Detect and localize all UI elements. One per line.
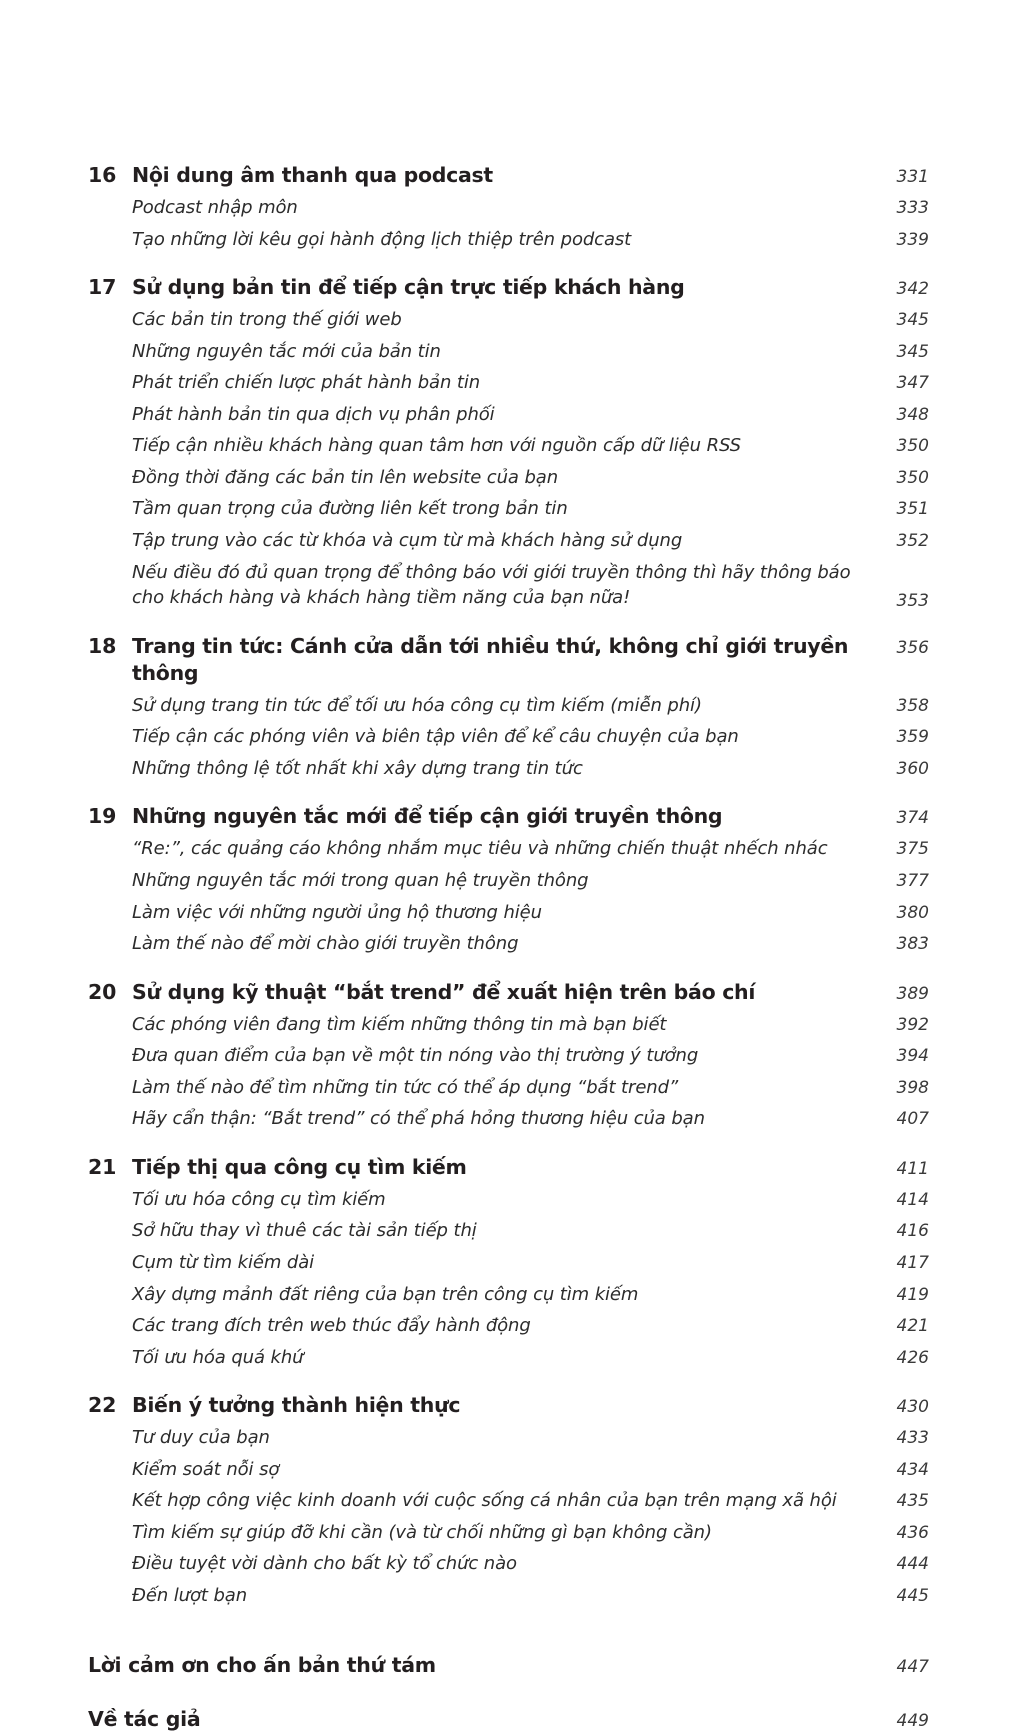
toc-subentry[interactable]	[88, 1520, 929, 1546]
subentry-page-number: 426	[896, 1347, 929, 1368]
chapter-page-number: 411	[896, 1158, 929, 1179]
subentry-title: Tiếp cận các phóng viên và biên tập viên để kể câu chuyện của bạn	[132, 726, 739, 748]
subentry-page-number: 352	[896, 531, 929, 552]
subentry-title: Xây dựng mảnh đất riêng của bạn trên công cụ tìm kiếm	[132, 1283, 639, 1305]
subentry-title: Phát hành bản tin qua dịch vụ phân phối	[132, 403, 495, 425]
subentry-page-number: 445	[896, 1585, 929, 1606]
toc-subentry[interactable]	[88, 1345, 929, 1371]
chapter-number: 16	[88, 163, 117, 187]
toc-chapter-entry[interactable]	[88, 803, 929, 830]
toc-chapter-entry[interactable]	[88, 979, 929, 1006]
toc-subentry[interactable]	[88, 1488, 929, 1514]
subentry-page-number: 333	[896, 198, 929, 219]
toc-subentry[interactable]	[88, 1043, 929, 1069]
toc-subentry[interactable]	[88, 724, 929, 750]
subentry-page-number: 380	[896, 902, 929, 923]
chapter-title: Tiếp thị qua công cụ tìm kiếm	[132, 1154, 467, 1179]
subentry-title: Tiếp cận nhiều khách hàng quan tâm hơn với nguồn cấp dữ liệu RSS	[132, 435, 741, 457]
subentry-page-number: 359	[896, 727, 929, 748]
toc-subentry[interactable]	[88, 1583, 929, 1609]
subentry-title: Các phóng viên đang tìm kiếm những thông tin mà bạn biết	[132, 1013, 667, 1035]
subentry-page-number: 345	[896, 310, 929, 331]
subentry-title: Các bản tin trong thế giới web	[132, 309, 402, 331]
subentry-title: Kiểm soát nỗi sợ	[132, 1458, 280, 1480]
subentry-page-number: 339	[896, 229, 929, 250]
chapter-page-number: 389	[896, 983, 929, 1004]
subentry-title: Làm thế nào để mời chào giới truyền thông	[132, 933, 519, 955]
chapter-title: Trang tin tức: Cánh cửa dẫn tới nhiều thứ, không chỉ giới truyền thông	[132, 633, 849, 685]
subentry-title: Đến lượt bạn	[132, 1584, 248, 1606]
toc-subentry[interactable]	[88, 465, 929, 491]
chapter-page-number: 374	[896, 808, 929, 829]
backmatter-page-number: 449	[896, 1710, 929, 1731]
subentry-title: Các trang đích trên web thúc đẩy hành động	[132, 1315, 531, 1337]
subentry-title: Tối ưu hóa công cụ tìm kiếm	[132, 1188, 386, 1210]
subentry-page-number: 434	[896, 1459, 929, 1480]
chapter-title: Những nguyên tắc mới để tiếp cận giới truyền thông	[132, 804, 723, 829]
subentry-title: Đưa quan điểm của bạn về một tin nóng vào thị trường ý tưởng	[132, 1045, 699, 1067]
subentry-title: Những nguyên tắc mới của bản tin	[132, 340, 441, 362]
subentry-title: Tạo những lời kêu gọi hành động lịch thiệp trên podcast	[132, 228, 632, 250]
chapter-title: Biến ý tưởng thành hiện thực	[132, 1393, 461, 1418]
subentry-title: Làm việc với những người ủng hộ thương hiệu	[132, 901, 542, 923]
subentry-page-number: 360	[896, 758, 929, 779]
toc-subentry[interactable]	[88, 756, 929, 782]
toc-subentry[interactable]	[88, 1218, 929, 1244]
toc-backmatter-entry[interactable]	[88, 1653, 929, 1677]
subentry-page-number: 377	[896, 870, 929, 891]
toc-subentry[interactable]	[88, 339, 929, 365]
subentry-title: Sở hữu thay vì thuê các tài sản tiếp thị	[132, 1220, 477, 1242]
subentry-page-number: 417	[896, 1253, 929, 1273]
toc-subentry[interactable]	[88, 528, 929, 554]
toc-subentry[interactable]	[88, 868, 929, 894]
subentry-page-number: 394	[896, 1046, 929, 1067]
chapter-title: Sử dụng kỹ thuật “bắt trend” để xuất hiện trên báo chí	[132, 979, 756, 1004]
toc-subentry[interactable]	[88, 1313, 929, 1339]
subentry-title: Tầm quan trọng của đường liên kết trong bản tin	[132, 498, 568, 520]
subentry-page-number: 345	[896, 341, 929, 362]
subentry-title: Làm thế nào để tìm những tin tức có thể áp dụng “bắt trend”	[132, 1076, 679, 1098]
subentry-page-number: 351	[896, 499, 929, 520]
subentry-title: Tìm kiếm sự giúp đỡ khi cần (và từ chối những gì bạn không cần)	[132, 1521, 712, 1543]
subentry-page-number: 414	[896, 1189, 929, 1210]
toc-subentry[interactable]	[88, 1250, 929, 1276]
subentry-title: Đồng thời đăng các bản tin lên website của bạn	[132, 466, 559, 488]
chapter-page-number: 430	[896, 1397, 929, 1418]
subentry-page-number: 350	[896, 436, 929, 457]
toc-subentry[interactable]	[88, 370, 929, 396]
subentry-title: Tư duy của bạn	[132, 1427, 270, 1449]
subentry-page-number: 416	[896, 1221, 929, 1242]
backmatter-page-number: 447	[896, 1656, 929, 1677]
toc-chapter-entry[interactable]	[88, 162, 929, 189]
toc-subentry[interactable]	[88, 402, 929, 428]
toc-chapter-entry[interactable]	[88, 1392, 929, 1419]
chapter-number: 21	[88, 1154, 117, 1179]
toc-subentry[interactable]	[88, 1187, 929, 1213]
subentry-page-number: 392	[896, 1014, 929, 1035]
toc-subentry[interactable]	[88, 307, 929, 333]
toc-subentry[interactable]	[88, 1012, 929, 1038]
subentry-title: Điều tuyệt vời dành cho bất kỳ tổ chức nào	[132, 1553, 517, 1575]
chapter-page-number: 356	[896, 637, 929, 658]
subentry-page-number: 421	[896, 1316, 929, 1337]
toc-subentry[interactable]	[88, 1425, 929, 1451]
toc-subentry[interactable]	[88, 693, 929, 719]
subentry-title: Cụm từ tìm kiếm dài	[132, 1252, 315, 1273]
subentry-page-number: 433	[896, 1428, 929, 1449]
toc-subentry[interactable]	[88, 496, 929, 522]
chapter-title: Nội dung âm thanh qua podcast	[132, 163, 493, 187]
subentry-title: Hãy cẩn thận: “Bắt trend” có thể phá hỏng thương hiệu của bạn	[132, 1108, 705, 1130]
toc-subentry[interactable]	[88, 433, 929, 459]
toc-subentry[interactable]	[88, 1457, 929, 1483]
subentry-page-number: 419	[896, 1284, 929, 1305]
subentry-page-number: 407	[896, 1109, 929, 1130]
subentry-title: Sử dụng trang tin tức để tối ưu hóa công cụ tìm kiếm (miễn phí)	[132, 694, 702, 716]
toc-backmatter-entry[interactable]	[88, 1707, 929, 1731]
subentry-page-number: 350	[896, 467, 929, 488]
toc-subentry[interactable]	[88, 836, 929, 862]
table-of-contents	[88, 162, 929, 1731]
toc-subentry[interactable]	[88, 227, 929, 253]
toc-subentry[interactable]	[88, 1106, 929, 1132]
subentry-page-number: 436	[896, 1522, 929, 1543]
chapter-page-number: 342	[896, 279, 929, 300]
toc-subentry[interactable]	[88, 195, 929, 221]
chapter-number: 19	[88, 804, 117, 829]
subentry-title: Podcast nhập môn	[132, 197, 298, 219]
subentry-page-number: 398	[896, 1077, 929, 1098]
subentry-page-number: 353	[896, 590, 929, 611]
toc-chapter-entry[interactable]	[88, 274, 929, 301]
chapter-number: 22	[88, 1393, 117, 1418]
subentry-page-number: 347	[896, 373, 929, 394]
toc-subentry[interactable]	[88, 1282, 929, 1308]
subentry-page-number: 358	[896, 695, 929, 716]
chapter-title: Sử dụng bản tin để tiếp cận trực tiếp khách hàng	[132, 275, 685, 300]
toc-subentry[interactable]	[88, 1075, 929, 1101]
backmatter-title: Về tác giả	[88, 1706, 201, 1731]
subentry-page-number: 435	[896, 1491, 929, 1512]
backmatter-title: Lời cảm ơn cho ấn bản thứ tám	[88, 1652, 436, 1677]
toc-subentry[interactable]	[88, 931, 929, 957]
subentry-title: Những nguyên tắc mới trong quan hệ truyền thông	[132, 869, 589, 891]
toc-subentry[interactable]	[88, 560, 929, 611]
chapter-number: 17	[88, 275, 117, 300]
subentry-title: Kết hợp công việc kinh doanh với cuộc sống cá nhân của bạn trên mạng xã hội	[132, 1490, 837, 1512]
subentry-title: Tập trung vào các từ khóa và cụm từ mà khách hàng sử dụng	[132, 530, 683, 552]
subentry-title: “Re:”, các quảng cáo không nhắm mục tiêu và những chiến thuật nhếch nhác	[132, 838, 828, 860]
subentry-page-number: 348	[896, 404, 929, 425]
chapter-page-number: 331	[896, 167, 929, 187]
subentry-title: Phát triển chiến lược phát hành bản tin	[132, 372, 481, 394]
subentry-title: Tối ưu hóa quá khứ	[132, 1346, 304, 1368]
subentry-title: Nếu điều đó đủ quan trọng để thông báo với giới truyền thông thì hãy thông báo cho khách hàng và khách hàng tiềm năng của bạn nữa!	[132, 561, 851, 609]
subentry-title: Những thông lệ tốt nhất khi xây dựng trang tin tức	[132, 757, 583, 779]
toc-chapter-entry[interactable]	[88, 633, 929, 687]
toc-chapter-entry[interactable]	[88, 1154, 929, 1181]
subentry-page-number: 444	[896, 1554, 929, 1575]
chapter-number: 20	[88, 979, 117, 1004]
toc-subentry[interactable]	[88, 1551, 929, 1577]
toc-subentry[interactable]	[88, 900, 929, 926]
subentry-page-number: 375	[896, 839, 929, 860]
subentry-page-number: 383	[896, 934, 929, 955]
chapter-number: 18	[88, 633, 117, 658]
